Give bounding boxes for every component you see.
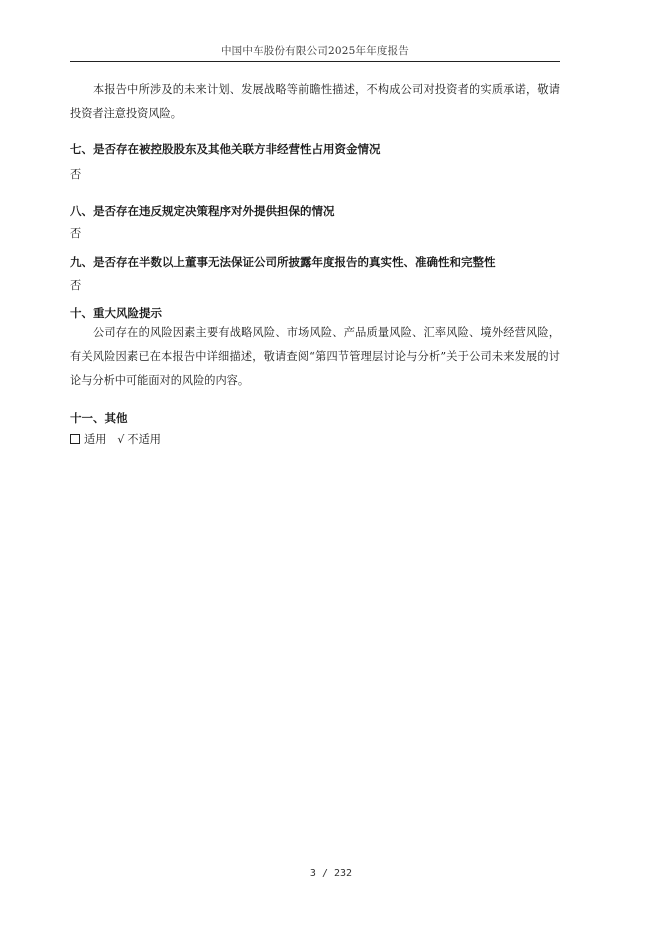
risk-paragraph: 公司存在的风险因素主要有战略风险、市场风险、产品质量风险、汇率风险、境外经营风险，有关风险因素已在本报告中详细描述，敬请查阅“第四节管理层讨论与分析”关于公司未来发展的讨论与分析中可能面对的风险的内容。 [70,326,560,387]
check-mark-icon: √ [117,432,125,446]
intro-paragraph: 本报告中所涉及的未来计划、发展战略等前瞻性描述，不构成公司对投资者的实质承诺，敬请投资者注意投资风险。 [70,83,560,120]
header-divider [70,61,560,62]
section-11-heading: 十一、其他 [70,411,128,425]
section-8-answer: 否 [70,227,82,240]
page-number: 3 / 232 [309,868,353,879]
option-applicable-label: 适用 [84,433,107,446]
section-10-heading: 十、重大风险提示 [70,306,162,320]
empty-checkbox-icon [70,434,80,444]
section-7-heading: 七、是否存在被控股股东及其他关联方非经营性占用资金情况 [70,142,381,156]
section-9-answer: 否 [70,279,82,292]
option-not-applicable-label: 不适用 [127,433,161,446]
page-header-title: 中国中车股份有限公司2025年年度报告 [220,45,410,57]
section-9-heading: 九、是否存在半数以上董事无法保证公司所披露年度报告的真实性、准确性和完整性 [70,255,496,269]
section-8-heading: 八、是否存在违反规定决策程序对外提供担保的情况 [70,204,335,218]
applicability-options [70,431,161,447]
section-7-answer: 否 [70,168,82,181]
